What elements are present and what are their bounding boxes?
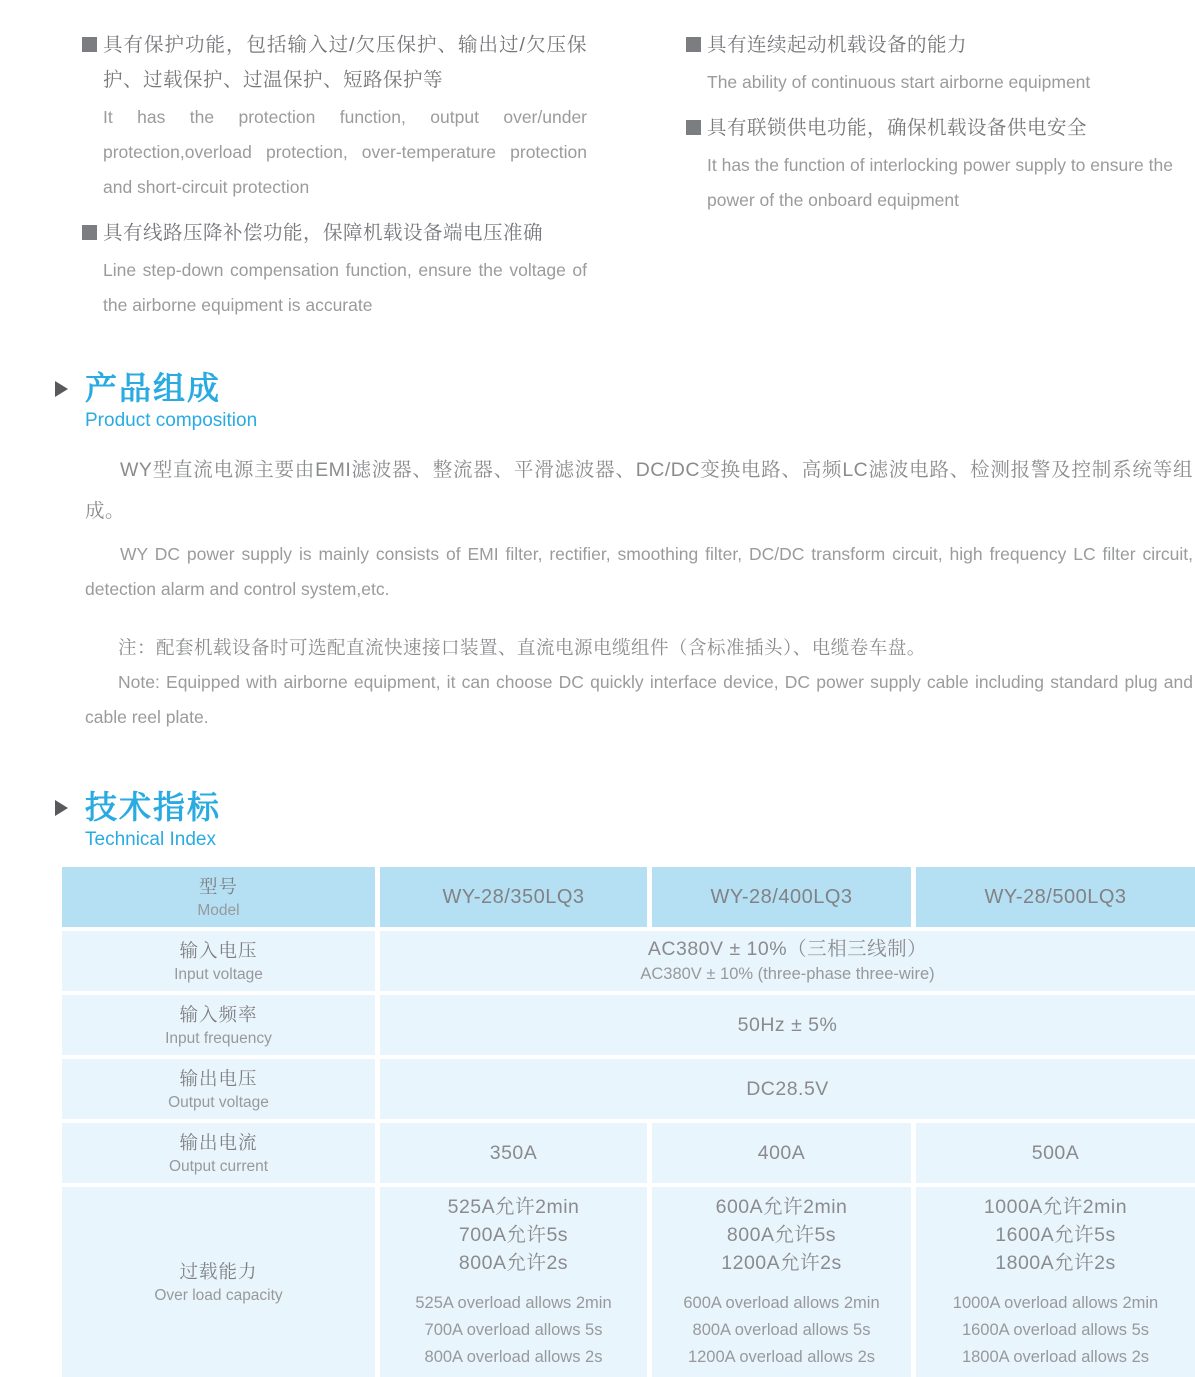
feature-item-line-compensation	[82, 216, 587, 323]
overload-line-zh: 700A允许5s	[458, 1224, 569, 1246]
bullet-square-icon	[686, 120, 701, 135]
value: 400A	[757, 1141, 806, 1164]
note-en: Note: Equipped with airborne equipment, it can choose DC quickly interface device, DC power supply cable including standard plug and cable reel plate.	[85, 672, 1193, 727]
feature-text-en: It has the function of interlocking power supply to ensure the power of the onboard equipment	[707, 155, 1173, 210]
overload-line-en: 800A overload allows 5s	[692, 1321, 871, 1339]
section-title-zh: 产品组成	[85, 370, 222, 406]
overload-line-zh: 600A允许2min	[715, 1196, 848, 1218]
overload-line-en: 1000A overload allows 2min	[952, 1294, 1159, 1312]
row-label-input-voltage	[62, 931, 375, 991]
row-label-zh: 输入电压	[179, 939, 258, 961]
table-header-model-1	[380, 867, 647, 927]
overload-line-zh: 800A允许5s	[726, 1224, 837, 1246]
bullet-square-icon	[82, 225, 97, 240]
feature-text-en: Line step-down compensation function, ensure the voltage of the airborne equipment is accurate	[103, 260, 587, 315]
feature-text-zh: 具有线路压降补偿功能，保障机载设备端电压准确	[103, 222, 544, 244]
overload-line-zh: 1000A允许2min	[983, 1196, 1128, 1218]
section-title-en: Product composition	[85, 410, 258, 431]
section-title-block	[85, 368, 257, 434]
table-header-model-label	[62, 867, 375, 927]
composition-note	[85, 630, 1193, 735]
model-name: WY-28/500LQ3	[984, 885, 1127, 908]
overload-line-en: 600A overload allows 2min	[683, 1294, 880, 1312]
header-label-zh: 型号	[198, 875, 238, 897]
feature-column-left	[82, 28, 587, 334]
value: DC28.5V	[746, 1077, 829, 1100]
value-en: AC380V ± 10% (three-phase three-wire)	[640, 965, 935, 983]
table-header-model-2	[652, 867, 911, 927]
row-label-input-frequency	[62, 995, 375, 1055]
feature-item-interlocking	[686, 111, 1195, 218]
feature-list	[82, 28, 1195, 334]
bullet-square-icon	[686, 37, 701, 52]
overload-line-zh: 525A允许2min	[447, 1196, 580, 1218]
feature-column-right	[686, 28, 1195, 334]
row-label-output-voltage	[62, 1059, 375, 1119]
overload-line-zh: 800A允许2s	[458, 1252, 569, 1274]
row-value-output-current-3	[916, 1123, 1195, 1183]
overload-line-zh: 1200A允许2s	[721, 1252, 842, 1274]
section-arrow-icon	[55, 381, 68, 397]
row-value-overload-3	[916, 1187, 1195, 1377]
section-title-block	[85, 787, 221, 853]
row-label-en: Output voltage	[168, 1093, 269, 1111]
overload-line-zh: 1600A允许5s	[995, 1224, 1116, 1246]
feature-text-zh: 具有联锁供电功能，确保机载设备供电安全	[707, 117, 1088, 139]
section-header-composition	[55, 368, 1195, 434]
overload-line-en: 1800A overload allows 2s	[961, 1348, 1150, 1366]
row-label-en: Output current	[168, 1157, 269, 1175]
section-title-en: Technical Index	[85, 829, 216, 850]
overload-line-en: 1200A overload allows 2s	[687, 1348, 876, 1366]
row-label-output-current	[62, 1123, 375, 1183]
model-name: WY-28/350LQ3	[442, 885, 585, 908]
feature-text-zh: 具有保护功能，包括输入过/欠压保护、输出过/欠压保护、过载保护、过温保护、短路保护等	[103, 34, 587, 91]
feature-item-continuous-start	[686, 28, 1195, 100]
section-header-technical	[55, 787, 1195, 853]
value: 500A	[1031, 1141, 1080, 1164]
row-label-en: Over load capacity	[154, 1286, 283, 1304]
row-label-en: Input frequency	[165, 1029, 272, 1047]
composition-paragraph-en: WY DC power supply is mainly consists of EMI filter, rectifier, smoothing filter, DC/DC transform circuit, high frequency LC filter circuit, detection alarm and control system,etc.	[85, 544, 1193, 599]
value: 50Hz ± 5%	[737, 1013, 838, 1036]
feature-text-zh: 具有连续起动机载设备的能力	[707, 34, 968, 56]
overload-line-en: 800A overload allows 2s	[424, 1348, 603, 1366]
composition-body	[85, 450, 1193, 735]
row-value-input-voltage	[380, 931, 1195, 991]
row-label-zh: 输入频率	[179, 1003, 258, 1025]
value-zh: AC380V ± 10%（三相三线制）	[647, 938, 928, 960]
note-zh: 注：配套机载设备时可选配直流快速接口装置、直流电源电缆组件（含标准插头）、电缆卷车盘。	[118, 637, 926, 658]
feature-text-en: The ability of continuous start airborne equipment	[707, 72, 1091, 92]
row-value-overload-2	[652, 1187, 911, 1377]
table-header-model-3	[916, 867, 1195, 927]
row-value-output-current-1	[380, 1123, 647, 1183]
value: 350A	[489, 1141, 538, 1164]
row-label-zh: 过载能力	[179, 1260, 258, 1282]
feature-text-en: It has the protection function, output over/under protection,overload protection, over-temperature protection and short-circuit protection	[103, 107, 587, 197]
row-value-output-current-2	[652, 1123, 911, 1183]
row-label-zh: 输出电压	[179, 1067, 258, 1089]
row-label-zh: 输出电流	[179, 1131, 258, 1153]
overload-line-zh: 1800A允许2s	[995, 1252, 1116, 1274]
row-value-input-frequency	[380, 995, 1195, 1055]
bullet-square-icon	[82, 37, 97, 52]
row-value-output-voltage	[380, 1059, 1195, 1119]
row-value-overload-1	[380, 1187, 647, 1377]
section-arrow-icon	[55, 800, 68, 816]
overload-line-en: 700A overload allows 5s	[424, 1321, 603, 1339]
overload-line-en: 525A overload allows 2min	[415, 1294, 612, 1312]
overload-line-en: 1600A overload allows 5s	[961, 1321, 1150, 1339]
spec-table	[62, 867, 1195, 1377]
composition-paragraph-zh: WY型直流电源主要由EMI滤波器、整流器、平滑滤波器、DC/DC变换电路、高频LC滤波电路、检测报警及控制系统等组成。	[85, 459, 1193, 522]
row-label-overload-capacity	[62, 1187, 375, 1377]
row-label-en: Input voltage	[174, 965, 263, 983]
feature-item-protection	[82, 28, 587, 205]
section-title-zh: 技术指标	[85, 789, 222, 825]
header-label-en: Model	[197, 901, 240, 919]
model-name: WY-28/400LQ3	[710, 885, 853, 908]
